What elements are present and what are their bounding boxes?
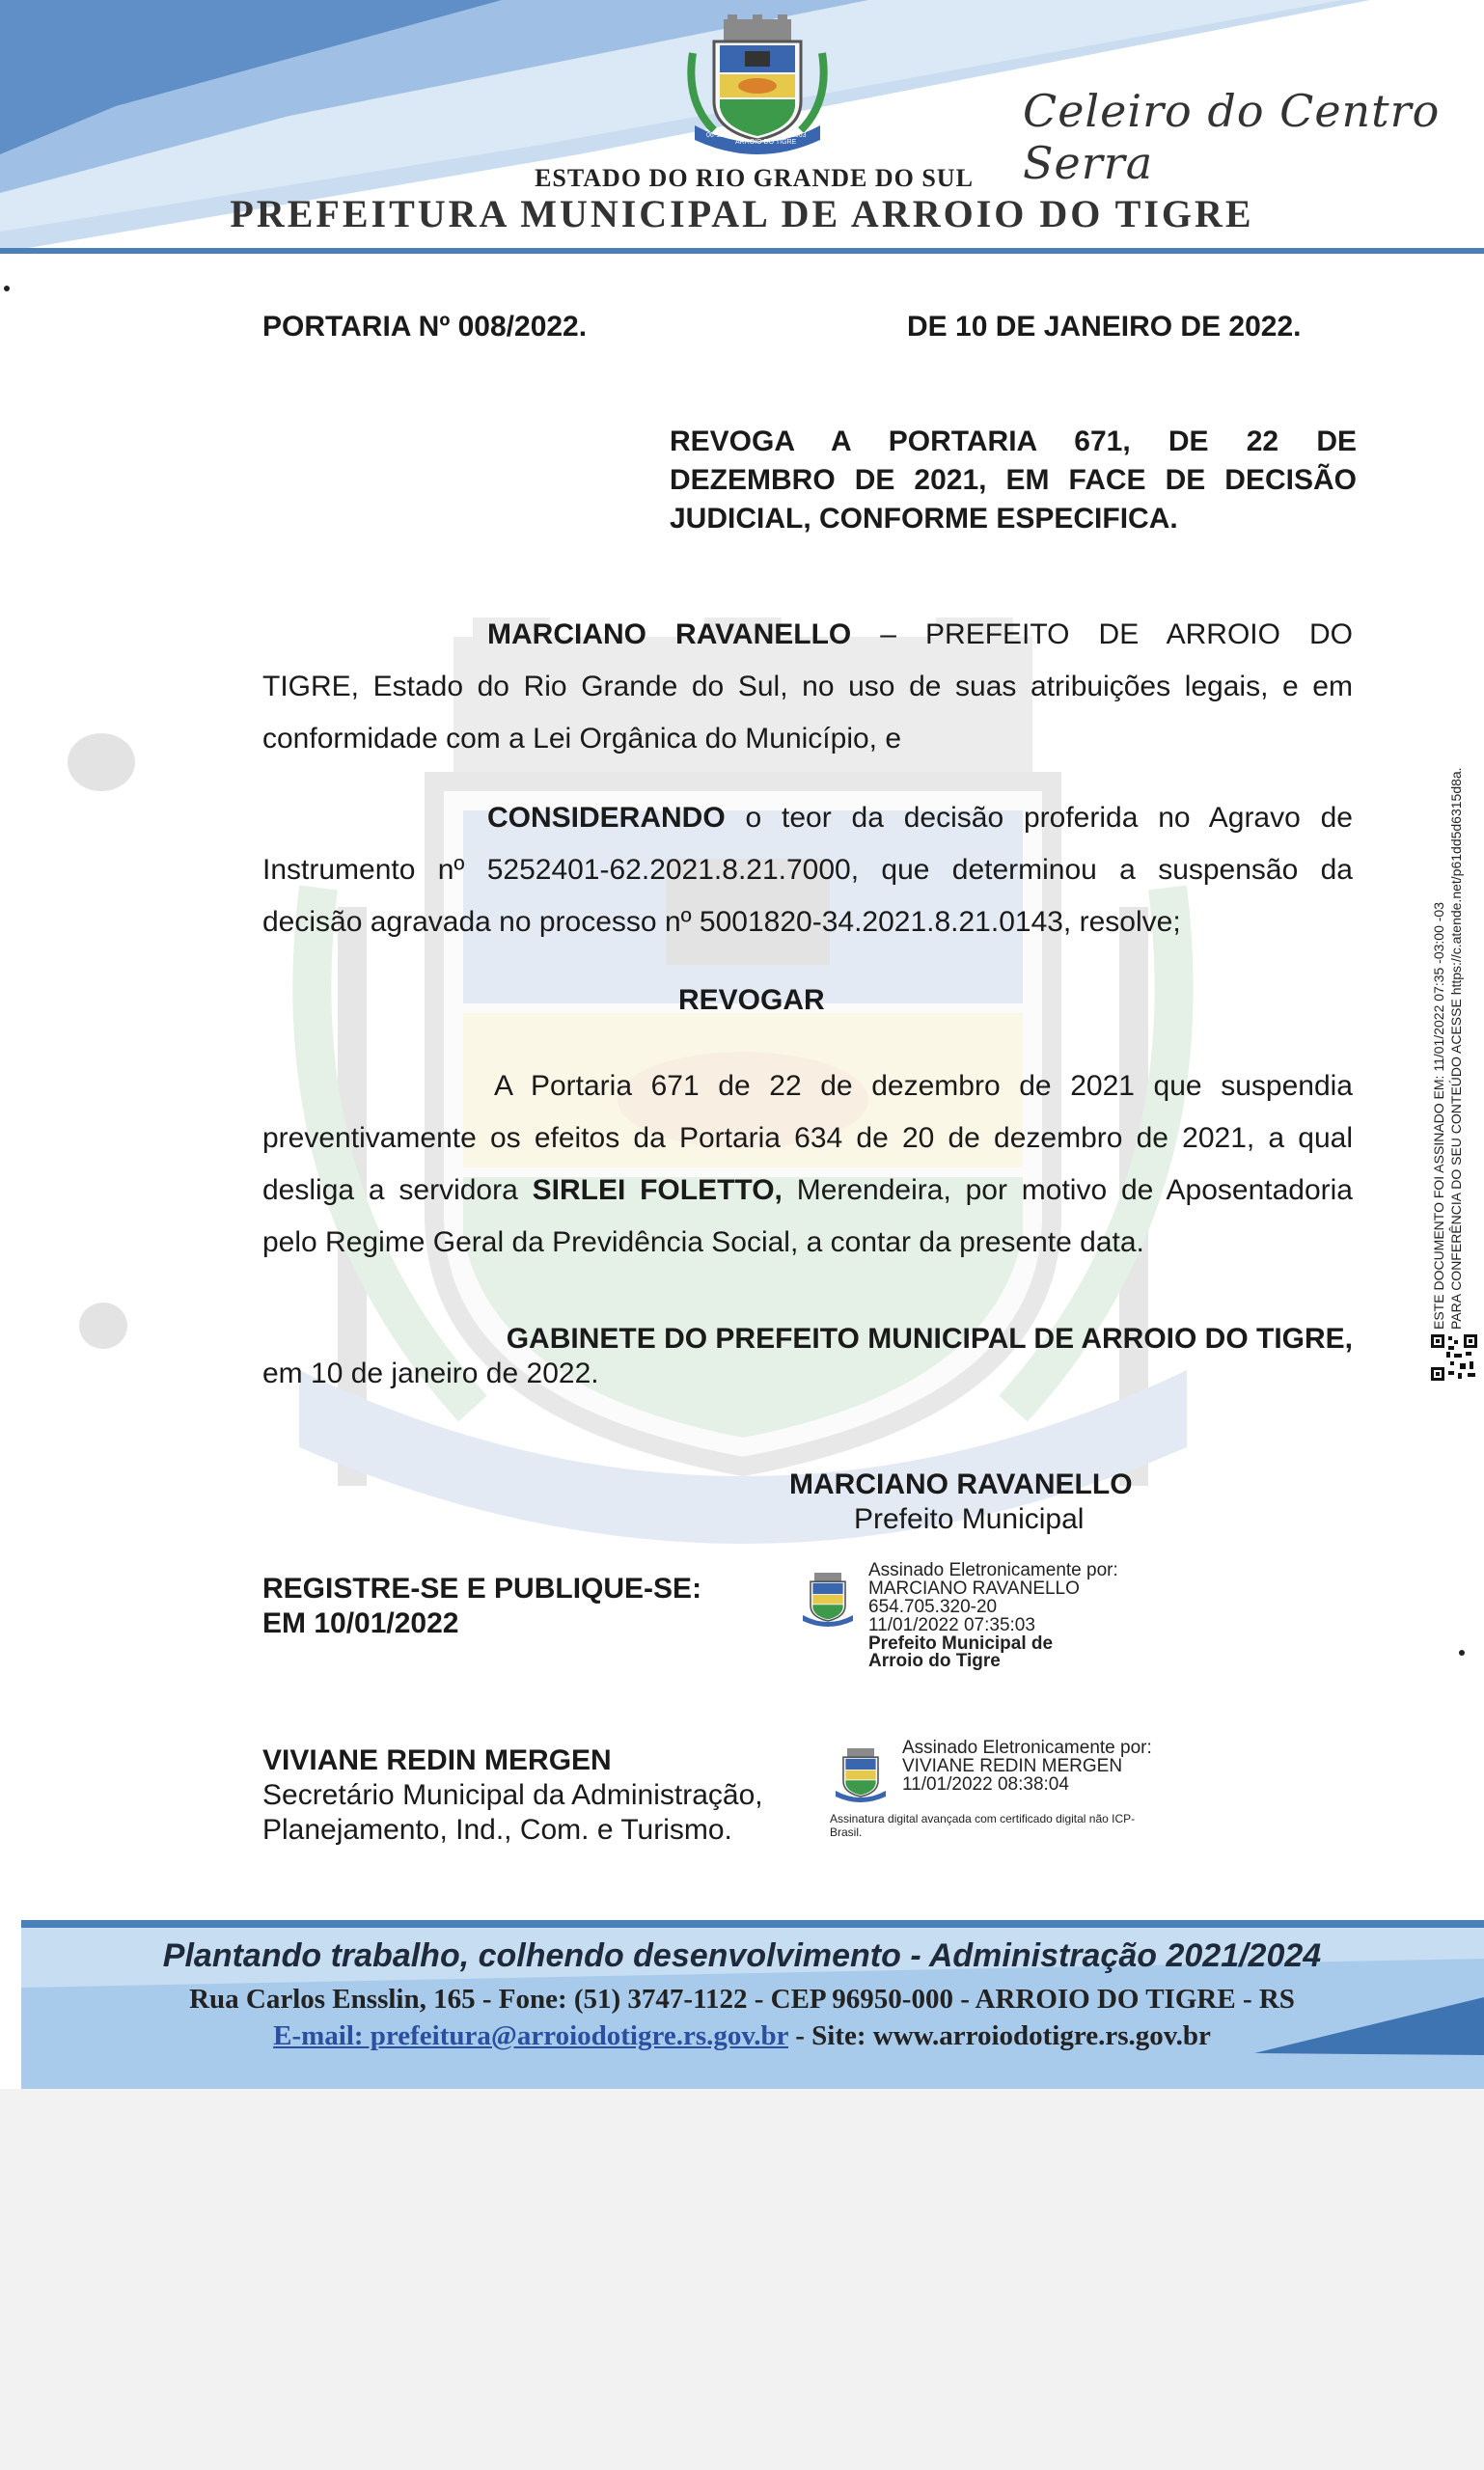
esign-secretary-l2: VIVIANE REDIN MERGEN	[902, 1756, 1123, 1776]
header-motto: Celeiro do Centro Serra	[1023, 85, 1441, 189]
esign-mayor-l1: Assinado Eletronicamente por:	[868, 1560, 1118, 1580]
qr-code[interactable]	[1431, 1334, 1477, 1381]
header-rule	[0, 248, 1484, 254]
intro-line-3: conformidade com a Lei Orgânica do Município, e	[262, 723, 902, 755]
esign-secretary-l3: 11/01/2022 08:38:04	[902, 1774, 1069, 1795]
esign-secretary-l1: Assinado Eletronicamente por:	[902, 1738, 1152, 1758]
footer-slogan: Plantando trabalho, colhendo desenvolvimento - Administração 2021/2024	[162, 1937, 1322, 1974]
considerando-line-2: Instrumento nº 5252401-62.2021.8.21.7000, que determinou a suspensão da	[262, 854, 1353, 886]
side-verification-stamp	[1428, 704, 1467, 1331]
scan-blotch	[68, 733, 135, 791]
crest-ribbon-mid: ARROIO DO TIGRE	[735, 139, 797, 146]
revogar-line-1: A Portaria 671 de 22 de dezembro de 2021 que suspendia	[494, 1070, 1353, 1102]
revogar-line-2: preventivamente os efeitos da Portaria 634 de 20 de dezembro de 2021, a qual	[262, 1122, 1353, 1154]
bottom-margin	[0, 2089, 1484, 2470]
revogar-heading: REVOGAR	[678, 984, 825, 1016]
revogar-line-3	[262, 1173, 1353, 1208]
header-city-hall: PREFEITURA MUNICIPAL DE ARROIO DO TIGRE	[230, 192, 1254, 235]
secretary-role-2: Planejamento, Ind., Com. e Turismo.	[262, 1814, 732, 1846]
esign-mayor-l3: 654.705.320-20	[868, 1597, 998, 1617]
header-state: ESTADO DO RIO GRANDE DO SUL	[535, 164, 974, 192]
considerando-line-3: decisão agravada no processo nº 5001820-34.2021.8.21.0143, resolve;	[262, 906, 1181, 938]
gabinete-line-2: em 10 de janeiro de 2022.	[262, 1358, 599, 1389]
crest-ribbon-right: 1963	[791, 132, 807, 139]
secretary-name: VIVIANE REDIN MERGEN	[262, 1744, 612, 1776]
mayor-name-inline: MARCIANO RAVANELLO	[487, 618, 852, 650]
portaria-number: PORTARIA Nº 008/2022.	[262, 311, 588, 343]
footer-email-link[interactable]: E-mail: prefeitura@arroiodotigre.rs.gov.br	[273, 2020, 788, 2051]
intro-line-2: TIGRE, Estado do Rio Grande do Sul, no uso de suas atribuições legais, e em	[262, 671, 1353, 702]
revogar-line-4: pelo Regime Geral da Previdência Social, a contar da presente data.	[262, 1226, 1144, 1258]
revogar-line-3a: desliga a servidora	[262, 1174, 533, 1206]
esign-crest-icon	[799, 1571, 857, 1631]
registre-line-1: REGISTRE-SE E PUBLIQUE-SE:	[262, 1573, 702, 1605]
considerando-keyword: CONSIDERANDO	[487, 802, 726, 834]
esign-secretary-note-2: Brasil.	[830, 1825, 863, 1839]
esign-crest-icon-2	[832, 1746, 890, 1806]
mayor-signature-name: MARCIANO RAVANELLO	[789, 1468, 1133, 1500]
crest-ribbon-left: 06-11	[706, 132, 724, 139]
intro-line-1-text: – PREFEITO DE ARROIO DO	[851, 618, 1353, 650]
esign-mayor-l2: MARCIANO RAVANELLO	[868, 1578, 1080, 1599]
scan-dot	[1459, 1650, 1465, 1656]
intro-line-1	[487, 618, 1353, 652]
considerando-line-1-text: o teor da decisão proferida no Agravo de	[725, 802, 1353, 834]
footer-site[interactable]: - Site: www.arroiodotigre.rs.gov.br	[787, 2020, 1211, 2051]
scan-blotch	[79, 1303, 127, 1349]
secretary-role-1: Secretário Municipal da Administração,	[262, 1779, 763, 1811]
mayor-signature-title: Prefeito Municipal	[854, 1503, 1085, 1535]
considerando-line-1	[487, 801, 1353, 836]
summary-line-3: JUDICIAL, CONFORME ESPECIFICA.	[670, 503, 1178, 535]
side-stamp-line-2: PARA CONFERÊNCIA DO SEU CONTEÚDO ACESSE https://c.atende.net/p61dd5d6315d8a.	[1448, 767, 1464, 1330]
esign-mayor-l4: 11/01/2022 07:35:03	[868, 1615, 1035, 1635]
portaria-date: DE 10 DE JANEIRO DE 2022.	[907, 311, 1302, 343]
servant-name: SIRLEI FOLETTO,	[532, 1174, 783, 1206]
footer-address: Rua Carlos Ensslin, 165 - Fone: (51) 3747-1122 - CEP 96950-000 - ARROIO DO TIGRE - RS	[189, 1984, 1295, 2015]
registre-line-2: EM 10/01/2022	[262, 1607, 459, 1639]
revogar-line-3b: Merendeira, por motivo de Aposentadoria	[782, 1174, 1353, 1206]
scan-dot	[4, 286, 10, 291]
side-stamp-line-1: ESTE DOCUMENTO FOI ASSINADO EM: 11/01/2022 07:35 -03:00 -03	[1431, 902, 1446, 1330]
summary-line-1: REVOGA A PORTARIA 671, DE 22 DE	[670, 425, 1357, 457]
municipal-crest-logo	[685, 14, 830, 164]
footer-contact	[0, 2020, 1484, 2052]
esign-mayor-l6: Arroio do Tigre	[868, 1651, 1001, 1671]
summary-line-2: DEZEMBRO DE 2021, EM FACE DE DECISÃO	[670, 464, 1357, 496]
esign-mayor-l5: Prefeito Municipal de	[868, 1633, 1054, 1654]
gabinete-line-1: GABINETE DO PREFEITO MUNICIPAL DE ARROIO DO TIGRE,	[506, 1323, 1353, 1355]
crest-watermark	[280, 618, 1206, 1602]
esign-secretary-note-1: Assinatura digital avançada com certificado digital não ICP-	[830, 1812, 1136, 1825]
